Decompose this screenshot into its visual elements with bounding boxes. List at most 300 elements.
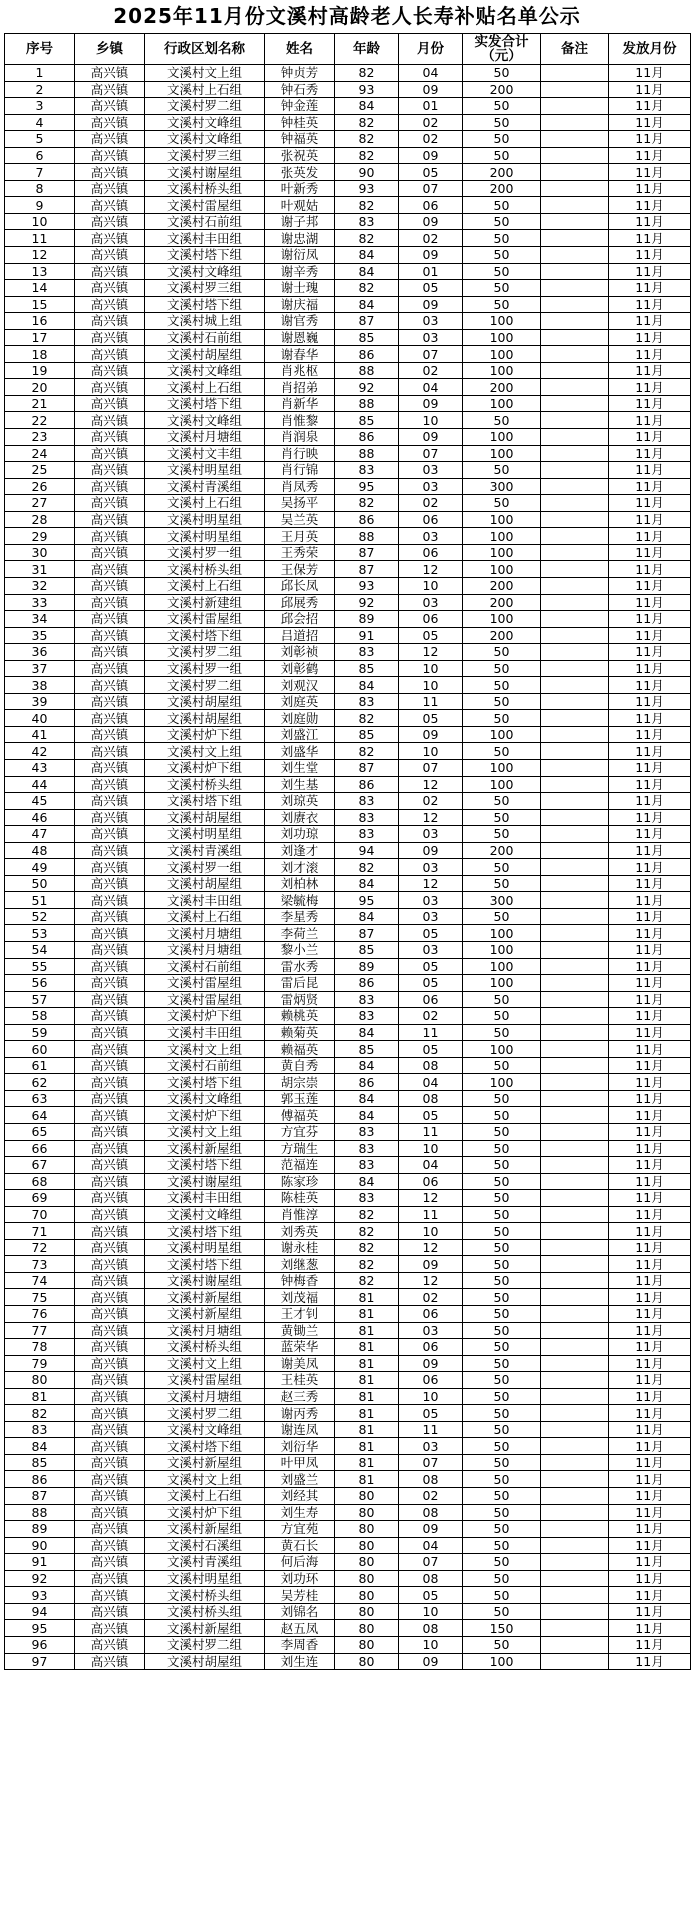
cell-district: 文溪村炉下组 xyxy=(145,1107,265,1124)
cell-month: 03 xyxy=(399,826,463,843)
cell-index: 72 xyxy=(5,1239,75,1256)
cell-age: 80 xyxy=(335,1636,399,1653)
cell-month: 05 xyxy=(399,975,463,992)
cell-remark xyxy=(541,98,609,115)
cell-remark xyxy=(541,379,609,396)
cell-amount: 50 xyxy=(463,230,541,247)
cell-town: 高兴镇 xyxy=(75,495,145,512)
cell-name: 钟石秀 xyxy=(265,81,335,98)
cell-amount: 200 xyxy=(463,379,541,396)
cell-name: 刘继葱 xyxy=(265,1256,335,1273)
cell-remark xyxy=(541,65,609,82)
cell-amount: 50 xyxy=(463,743,541,760)
cell-issue-month: 11月 xyxy=(609,991,691,1008)
cell-index: 63 xyxy=(5,1090,75,1107)
cell-name: 赖桃英 xyxy=(265,1008,335,1025)
cell-district: 文溪村文上组 xyxy=(145,65,265,82)
cell-amount: 200 xyxy=(463,164,541,181)
cell-name: 谢丙秀 xyxy=(265,1405,335,1422)
cell-amount: 100 xyxy=(463,958,541,975)
cell-issue-month: 11月 xyxy=(609,710,691,727)
cell-age: 83 xyxy=(335,826,399,843)
cell-issue-month: 11月 xyxy=(609,263,691,280)
cell-name: 吴兰英 xyxy=(265,511,335,528)
cell-town: 高兴镇 xyxy=(75,1471,145,1488)
cell-amount: 50 xyxy=(463,1173,541,1190)
cell-remark xyxy=(541,1471,609,1488)
table-row xyxy=(5,975,691,992)
cell-month: 07 xyxy=(399,180,463,197)
cell-name: 肖招弟 xyxy=(265,379,335,396)
cell-age: 81 xyxy=(335,1355,399,1372)
cell-remark xyxy=(541,1256,609,1273)
cell-index: 31 xyxy=(5,561,75,578)
table-row xyxy=(5,1554,691,1571)
cell-month: 05 xyxy=(399,710,463,727)
cell-district: 文溪村石溪组 xyxy=(145,1537,265,1554)
cell-town: 高兴镇 xyxy=(75,561,145,578)
cell-remark xyxy=(541,429,609,446)
cell-district: 文溪村文峰组 xyxy=(145,131,265,148)
cell-amount: 50 xyxy=(463,1140,541,1157)
cell-index: 97 xyxy=(5,1653,75,1670)
table-row xyxy=(5,958,691,975)
cell-month: 09 xyxy=(399,395,463,412)
cell-town: 高兴镇 xyxy=(75,1355,145,1372)
cell-age: 88 xyxy=(335,445,399,462)
cell-district: 文溪村罗二组 xyxy=(145,644,265,661)
cell-index: 11 xyxy=(5,230,75,247)
cell-amount: 200 xyxy=(463,180,541,197)
table-row xyxy=(5,1521,691,1538)
cell-index: 48 xyxy=(5,842,75,859)
cell-month: 08 xyxy=(399,1090,463,1107)
cell-age: 86 xyxy=(335,776,399,793)
cell-amount: 50 xyxy=(463,991,541,1008)
cell-amount: 100 xyxy=(463,726,541,743)
cell-index: 49 xyxy=(5,859,75,876)
cell-amount: 100 xyxy=(463,329,541,346)
cell-month: 03 xyxy=(399,892,463,909)
cell-issue-month: 11月 xyxy=(609,726,691,743)
cell-age: 82 xyxy=(335,1206,399,1223)
cell-district: 文溪村桥头组 xyxy=(145,776,265,793)
cell-name: 雷炳贤 xyxy=(265,991,335,1008)
cell-month: 02 xyxy=(399,131,463,148)
cell-index: 95 xyxy=(5,1620,75,1637)
cell-name: 肖新华 xyxy=(265,395,335,412)
cell-index: 80 xyxy=(5,1372,75,1389)
table-row xyxy=(5,561,691,578)
table-row xyxy=(5,759,691,776)
table-row xyxy=(5,1355,691,1372)
cell-age: 80 xyxy=(335,1587,399,1604)
cell-month: 10 xyxy=(399,1636,463,1653)
cell-index: 53 xyxy=(5,925,75,942)
cell-town: 高兴镇 xyxy=(75,660,145,677)
cell-name: 刘功环 xyxy=(265,1570,335,1587)
cell-district: 文溪村塔下组 xyxy=(145,395,265,412)
cell-index: 22 xyxy=(5,412,75,429)
cell-issue-month: 11月 xyxy=(609,925,691,942)
cell-issue-month: 11月 xyxy=(609,1223,691,1240)
cell-remark xyxy=(541,1024,609,1041)
cell-month: 12 xyxy=(399,644,463,661)
cell-district: 文溪村上石组 xyxy=(145,1488,265,1505)
table-row xyxy=(5,1504,691,1521)
table-row xyxy=(5,544,691,561)
cell-town: 高兴镇 xyxy=(75,809,145,826)
cell-district: 文溪村明星组 xyxy=(145,826,265,843)
cell-month: 03 xyxy=(399,313,463,330)
cell-index: 2 xyxy=(5,81,75,98)
table-row xyxy=(5,1289,691,1306)
table-row xyxy=(5,627,691,644)
cell-district: 文溪村罗三组 xyxy=(145,147,265,164)
cell-month: 10 xyxy=(399,577,463,594)
cell-name: 李周香 xyxy=(265,1636,335,1653)
cell-town: 高兴镇 xyxy=(75,1206,145,1223)
cell-age: 90 xyxy=(335,164,399,181)
cell-town: 高兴镇 xyxy=(75,1421,145,1438)
cell-remark xyxy=(541,1636,609,1653)
table-row xyxy=(5,1190,691,1207)
cell-issue-month: 11月 xyxy=(609,1090,691,1107)
cell-month: 08 xyxy=(399,1570,463,1587)
cell-district: 文溪村月塘组 xyxy=(145,1388,265,1405)
cell-age: 84 xyxy=(335,1173,399,1190)
cell-remark xyxy=(541,958,609,975)
cell-index: 28 xyxy=(5,511,75,528)
cell-remark xyxy=(541,1272,609,1289)
cell-index: 45 xyxy=(5,793,75,810)
header-name: 姓名 xyxy=(265,34,335,65)
cell-name: 刘茂福 xyxy=(265,1289,335,1306)
cell-name: 张英发 xyxy=(265,164,335,181)
cell-town: 高兴镇 xyxy=(75,1636,145,1653)
cell-issue-month: 11月 xyxy=(609,1140,691,1157)
cell-town: 高兴镇 xyxy=(75,577,145,594)
cell-month: 03 xyxy=(399,859,463,876)
cell-amount: 50 xyxy=(463,1438,541,1455)
cell-age: 93 xyxy=(335,577,399,594)
cell-district: 文溪村文上组 xyxy=(145,1471,265,1488)
page-title: 2025年11月份文溪村高龄老人长寿补贴名单公示 xyxy=(113,4,581,28)
cell-age: 82 xyxy=(335,495,399,512)
cell-remark xyxy=(541,164,609,181)
cell-age: 86 xyxy=(335,975,399,992)
cell-district: 文溪村新建组 xyxy=(145,594,265,611)
cell-name: 赵五凤 xyxy=(265,1620,335,1637)
cell-month: 06 xyxy=(399,511,463,528)
cell-name: 方宜芬 xyxy=(265,1124,335,1141)
cell-district: 文溪村罗二组 xyxy=(145,1405,265,1422)
cell-remark xyxy=(541,1488,609,1505)
cell-town: 高兴镇 xyxy=(75,1090,145,1107)
table-row xyxy=(5,1074,691,1091)
cell-amount: 100 xyxy=(463,1074,541,1091)
cell-issue-month: 11月 xyxy=(609,379,691,396)
cell-age: 82 xyxy=(335,114,399,131)
cell-name: 谢恩巍 xyxy=(265,329,335,346)
cell-amount: 50 xyxy=(463,98,541,115)
cell-remark xyxy=(541,859,609,876)
cell-district: 文溪村文上组 xyxy=(145,1355,265,1372)
cell-name: 何后海 xyxy=(265,1554,335,1571)
cell-index: 9 xyxy=(5,197,75,214)
cell-remark xyxy=(541,892,609,909)
cell-index: 86 xyxy=(5,1471,75,1488)
cell-issue-month: 11月 xyxy=(609,544,691,561)
cell-age: 82 xyxy=(335,1239,399,1256)
cell-name: 谢连凤 xyxy=(265,1421,335,1438)
cell-town: 高兴镇 xyxy=(75,346,145,363)
cell-age: 82 xyxy=(335,859,399,876)
cell-index: 7 xyxy=(5,164,75,181)
cell-month: 09 xyxy=(399,1521,463,1538)
cell-age: 84 xyxy=(335,875,399,892)
cell-name: 黄自秀 xyxy=(265,1057,335,1074)
cell-age: 82 xyxy=(335,743,399,760)
cell-district: 文溪村罗二组 xyxy=(145,98,265,115)
cell-name: 谢庆福 xyxy=(265,296,335,313)
cell-index: 59 xyxy=(5,1024,75,1041)
cell-month: 04 xyxy=(399,1537,463,1554)
cell-issue-month: 11月 xyxy=(609,164,691,181)
table-row xyxy=(5,1256,691,1273)
cell-remark xyxy=(541,147,609,164)
cell-town: 高兴镇 xyxy=(75,280,145,297)
cell-district: 文溪村桥头组 xyxy=(145,1603,265,1620)
cell-amount: 50 xyxy=(463,793,541,810)
cell-index: 12 xyxy=(5,247,75,264)
cell-remark xyxy=(541,1339,609,1356)
cell-district: 文溪村新屋组 xyxy=(145,1620,265,1637)
cell-month: 09 xyxy=(399,296,463,313)
cell-issue-month: 11月 xyxy=(609,561,691,578)
table-row xyxy=(5,941,691,958)
cell-town: 高兴镇 xyxy=(75,1041,145,1058)
cell-district: 文溪村新屋组 xyxy=(145,1289,265,1306)
cell-issue-month: 11月 xyxy=(609,611,691,628)
cell-amount: 50 xyxy=(463,644,541,661)
cell-remark xyxy=(541,346,609,363)
cell-month: 03 xyxy=(399,462,463,479)
cell-name: 钟金莲 xyxy=(265,98,335,115)
cell-remark xyxy=(541,1206,609,1223)
cell-name: 雷水秀 xyxy=(265,958,335,975)
cell-district: 文溪村文峰组 xyxy=(145,263,265,280)
cell-remark xyxy=(541,1405,609,1422)
cell-name: 刘彰祯 xyxy=(265,644,335,661)
cell-index: 52 xyxy=(5,908,75,925)
cell-remark xyxy=(541,1140,609,1157)
cell-town: 高兴镇 xyxy=(75,1405,145,1422)
cell-town: 高兴镇 xyxy=(75,693,145,710)
cell-issue-month: 11月 xyxy=(609,1421,691,1438)
cell-remark xyxy=(541,925,609,942)
cell-issue-month: 11月 xyxy=(609,1438,691,1455)
cell-town: 高兴镇 xyxy=(75,1107,145,1124)
cell-month: 12 xyxy=(399,1272,463,1289)
cell-month: 07 xyxy=(399,1454,463,1471)
cell-remark xyxy=(541,180,609,197)
cell-amount: 200 xyxy=(463,627,541,644)
cell-issue-month: 11月 xyxy=(609,1157,691,1174)
cell-age: 88 xyxy=(335,362,399,379)
cell-index: 64 xyxy=(5,1107,75,1124)
cell-issue-month: 11月 xyxy=(609,81,691,98)
cell-amount: 50 xyxy=(463,1372,541,1389)
cell-remark xyxy=(541,511,609,528)
cell-index: 93 xyxy=(5,1587,75,1604)
cell-age: 81 xyxy=(335,1405,399,1422)
cell-name: 黎小兰 xyxy=(265,941,335,958)
cell-remark xyxy=(541,1239,609,1256)
cell-age: 86 xyxy=(335,346,399,363)
cell-town: 高兴镇 xyxy=(75,445,145,462)
cell-remark xyxy=(541,230,609,247)
table-row xyxy=(5,313,691,330)
cell-town: 高兴镇 xyxy=(75,462,145,479)
cell-amount: 50 xyxy=(463,660,541,677)
cell-town: 高兴镇 xyxy=(75,213,145,230)
cell-remark xyxy=(541,1124,609,1141)
cell-index: 87 xyxy=(5,1488,75,1505)
cell-issue-month: 11月 xyxy=(609,809,691,826)
cell-district: 文溪村新屋组 xyxy=(145,1140,265,1157)
cell-district: 文溪村丰田组 xyxy=(145,1190,265,1207)
cell-name: 叶甲凤 xyxy=(265,1454,335,1471)
cell-town: 高兴镇 xyxy=(75,759,145,776)
cell-district: 文溪村塔下组 xyxy=(145,1223,265,1240)
cell-town: 高兴镇 xyxy=(75,826,145,843)
table-row xyxy=(5,462,691,479)
table-row xyxy=(5,1157,691,1174)
cell-remark xyxy=(541,1653,609,1670)
cell-amount: 100 xyxy=(463,941,541,958)
table-row xyxy=(5,1239,691,1256)
cell-index: 43 xyxy=(5,759,75,776)
cell-age: 85 xyxy=(335,941,399,958)
table-row xyxy=(5,164,691,181)
cell-town: 高兴镇 xyxy=(75,114,145,131)
cell-name: 刘才滚 xyxy=(265,859,335,876)
cell-month: 04 xyxy=(399,1157,463,1174)
table-row xyxy=(5,1272,691,1289)
cell-amount: 100 xyxy=(463,429,541,446)
cell-age: 94 xyxy=(335,842,399,859)
cell-month: 09 xyxy=(399,1256,463,1273)
cell-remark xyxy=(541,826,609,843)
cell-age: 81 xyxy=(335,1372,399,1389)
cell-town: 高兴镇 xyxy=(75,892,145,909)
cell-name: 刘生连 xyxy=(265,1653,335,1670)
cell-name: 刘柏林 xyxy=(265,875,335,892)
cell-name: 刘琼英 xyxy=(265,793,335,810)
cell-amount: 50 xyxy=(463,1587,541,1604)
cell-name: 刘功琼 xyxy=(265,826,335,843)
cell-amount: 300 xyxy=(463,478,541,495)
cell-remark xyxy=(541,329,609,346)
table-row xyxy=(5,81,691,98)
cell-month: 07 xyxy=(399,445,463,462)
cell-issue-month: 11月 xyxy=(609,793,691,810)
cell-name: 刘赓衣 xyxy=(265,809,335,826)
cell-town: 高兴镇 xyxy=(75,1140,145,1157)
cell-name: 钟桂英 xyxy=(265,114,335,131)
cell-month: 01 xyxy=(399,98,463,115)
cell-index: 29 xyxy=(5,528,75,545)
cell-remark xyxy=(541,1421,609,1438)
cell-name: 刘庭勋 xyxy=(265,710,335,727)
cell-remark xyxy=(541,726,609,743)
cell-name: 刘盛兰 xyxy=(265,1471,335,1488)
cell-name: 邱展秀 xyxy=(265,594,335,611)
spreadsheet xyxy=(4,0,690,1670)
cell-month: 11 xyxy=(399,1024,463,1041)
cell-index: 20 xyxy=(5,379,75,396)
cell-remark xyxy=(541,809,609,826)
cell-district: 文溪村青溪组 xyxy=(145,1554,265,1571)
cell-issue-month: 11月 xyxy=(609,627,691,644)
cell-amount: 50 xyxy=(463,147,541,164)
header-age: 年龄 xyxy=(335,34,399,65)
table-row xyxy=(5,445,691,462)
cell-issue-month: 11月 xyxy=(609,693,691,710)
cell-amount: 50 xyxy=(463,1355,541,1372)
cell-district: 文溪村文峰组 xyxy=(145,412,265,429)
table-row xyxy=(5,1372,691,1389)
cell-index: 34 xyxy=(5,611,75,628)
cell-remark xyxy=(541,462,609,479)
cell-remark xyxy=(541,1537,609,1554)
cell-name: 刘逢才 xyxy=(265,842,335,859)
cell-index: 40 xyxy=(5,710,75,727)
cell-remark xyxy=(541,1008,609,1025)
cell-name: 刘秀英 xyxy=(265,1223,335,1240)
cell-remark xyxy=(541,1603,609,1620)
cell-index: 71 xyxy=(5,1223,75,1240)
cell-amount: 50 xyxy=(463,65,541,82)
cell-town: 高兴镇 xyxy=(75,594,145,611)
cell-age: 81 xyxy=(335,1289,399,1306)
table-row xyxy=(5,296,691,313)
cell-issue-month: 11月 xyxy=(609,247,691,264)
cell-remark xyxy=(541,445,609,462)
cell-name: 范福连 xyxy=(265,1157,335,1174)
cell-name: 王秀荣 xyxy=(265,544,335,561)
cell-remark xyxy=(541,280,609,297)
cell-month: 08 xyxy=(399,1504,463,1521)
table-row xyxy=(5,1454,691,1471)
cell-issue-month: 11月 xyxy=(609,1124,691,1141)
cell-town: 高兴镇 xyxy=(75,1587,145,1604)
table-row xyxy=(5,247,691,264)
cell-district: 文溪村月塘组 xyxy=(145,429,265,446)
cell-issue-month: 11月 xyxy=(609,1587,691,1604)
cell-age: 84 xyxy=(335,677,399,694)
header-amount xyxy=(463,34,541,65)
table-row xyxy=(5,726,691,743)
cell-town: 高兴镇 xyxy=(75,1653,145,1670)
cell-town: 高兴镇 xyxy=(75,528,145,545)
cell-district: 文溪村月塘组 xyxy=(145,941,265,958)
table-row xyxy=(5,495,691,512)
cell-issue-month: 11月 xyxy=(609,98,691,115)
cell-name: 肖惟黎 xyxy=(265,412,335,429)
cell-remark xyxy=(541,611,609,628)
